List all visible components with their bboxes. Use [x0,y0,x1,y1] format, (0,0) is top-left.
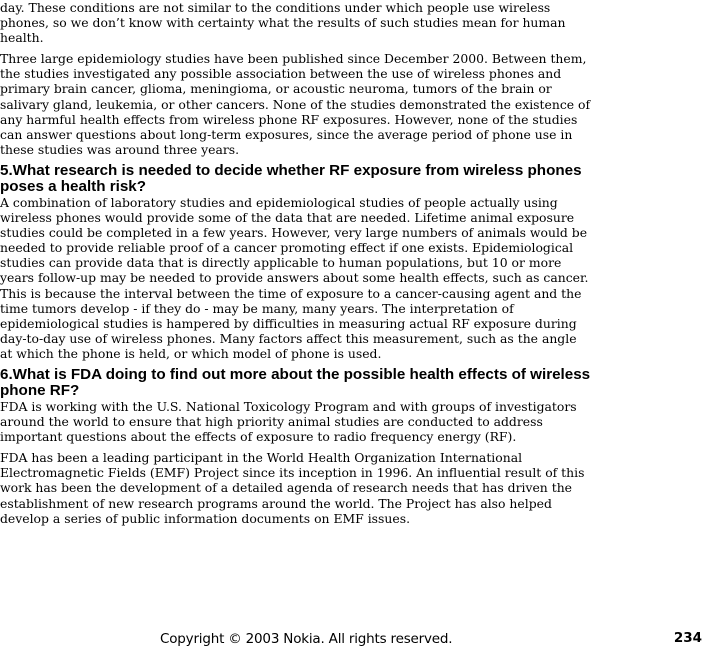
intro-paragraph-epidemiology: Three large epidemiology studies have been published since December 2000. Between them, the studies investigated any possible association between the use of wireless phones and primary brain cancer, glioma, meningioma, or acoustic neuroma, tumors of the brain or salivary gland, leukemia, or other cancers. None of the studies demonstrated the existence of any harmful health effects from wireless phone RF exposures. However, none of the studies can answer questions about long-term exposures, since the average period of phone use in these studies was around three years. [0,51,591,157]
page-footer [0,630,704,650]
section-5-heading: 5.What research is needed to decide whether RF exposure from wireless phones poses a health risk? [0,161,582,195]
page-number: 234 [673,630,702,646]
section-5-paragraph: A combination of laboratory studies and epidemiological studies of people actually using wireless phones would provide some of the data that are needed. Lifetime animal exposure studies could be completed in a few years. However, very large numbers of animals would be needed to provide reliable proof of a cancer promoting effect if one exists. Epidemiological studies can provide data that is directly applicable to human populations, but 10 or more years follow-up may be needed to provide answers about some health effects, such as cancer. This is because the interval between the time of exposure to a cancer-causing agent and the time tumors develop - if they do - may be many, many years. The interpretation of epidemiological studies is hampered by difficulties in measuring actual RF exposure during day-to-day use of wireless phones. Many factors affect this measurement, such as the angle at which the phone is held, or which model of phone is used. [0,194,589,361]
intro-paragraph-continuation: day. These conditions are not similar to the conditions under which people use wireless phones, so we don’t know with certainty what the results of such studies mean for human health. [0,0,566,46]
section-6-paragraph-1: FDA is working with the U.S. National Toxicology Program and with groups of investigators around the world to ensure that high priority animal studies are conducted to address important questions about the effects of exposure to radio frequency energy (RF). [0,398,577,445]
section-6-heading: 6.What is FDA doing to find out more about the possible health effects of wireless phone RF? [0,365,591,399]
copyright-notice: Copyright © 2003 Nokia. All rights reserved. [160,631,453,647]
section-6-paragraph-2: FDA has been a leading participant in the World Health Organization International Electromagnetic Fields (EMF) Project since its inception in 1996. An influential result of this work has been the development of a detailed agenda of research needs that has driven the establishment of new research programs around the world. The Project has also helped develop a series of public information documents on EMF issues. [0,450,585,526]
